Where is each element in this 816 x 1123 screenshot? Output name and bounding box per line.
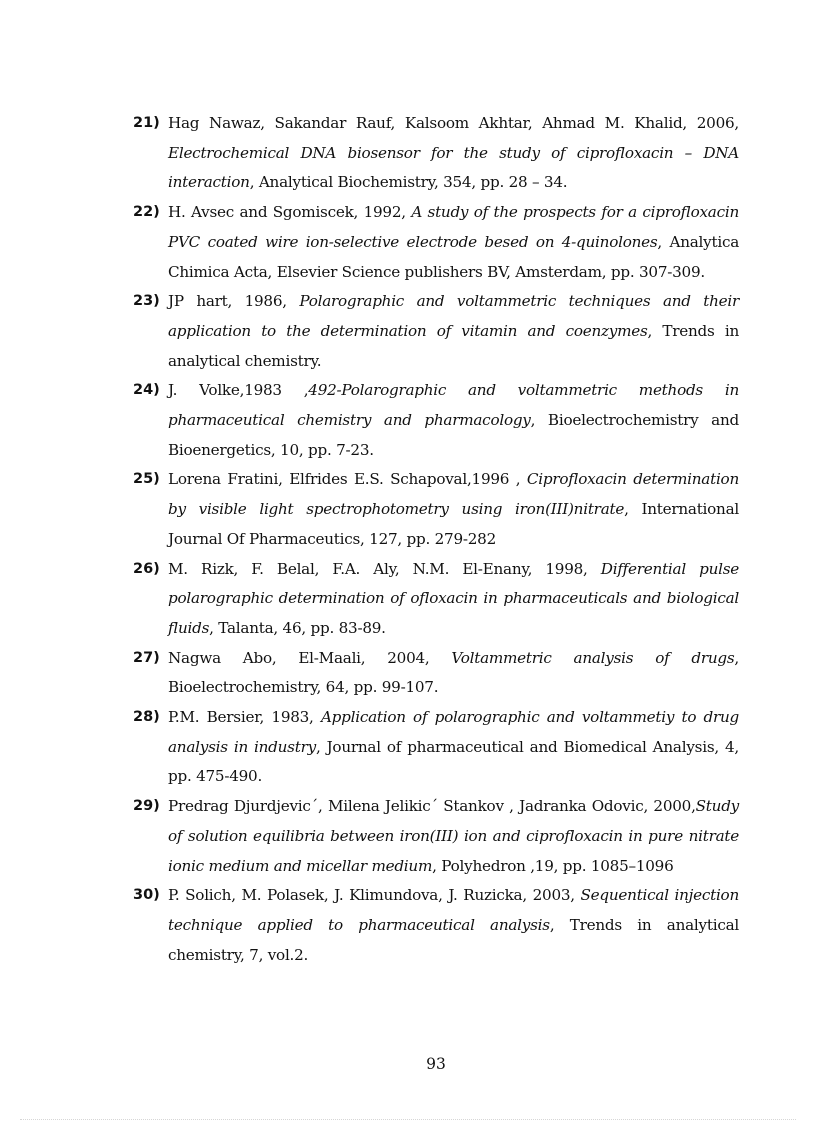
reference-source: , Talanta, 46, pp. 83-89. — [209, 618, 386, 637]
reference-title: Electrochemical DNA biosensor for the study of ciprofloxacin – DNA interaction — [168, 143, 739, 192]
reference-text — [168, 287, 739, 376]
reference-number: 27) — [133, 649, 160, 666]
reference-source: , Trends in analytical chemistry, 7, vol.2. — [168, 915, 739, 964]
reference-source: , Journal of pharmaceutical and Biomedical Analysis, 4, pp. 475-490. — [168, 737, 739, 786]
reference-item — [133, 792, 739, 881]
reference-source: , Polyhedron ,19, pp. 1085–1096 — [432, 856, 674, 875]
reference-number: 23) — [133, 293, 160, 310]
reference-authors: Predrag Djurdjevic´, Milena Jelikic´ Stankov , Jadranka Odovic, 2000, — [168, 797, 696, 816]
reference-item — [133, 644, 739, 703]
reference-text — [168, 198, 739, 287]
reference-text — [168, 644, 739, 703]
reference-item — [133, 198, 739, 287]
reference-authors: H. Avsec and Sgomiscek, 1992, — [168, 203, 412, 222]
reference-source: , Analytical Biochemistry, 354, pp. 28 – 34. — [249, 173, 568, 192]
reference-number: 24) — [133, 382, 160, 399]
reference-title: Sequentical injection technique applied to pharmaceutical analysis — [168, 886, 739, 934]
reference-title: 492-Polarographic and voltammetric methods in pharmaceutical chemistry and pharmacology — [168, 381, 739, 430]
reference-text — [168, 376, 739, 465]
reference-title: Ciprofloxacin determination by visible light spectrophotometry using iron(III)nitrate — [168, 470, 739, 519]
page-number: 93 — [426, 1055, 446, 1073]
reference-text — [168, 555, 739, 644]
reference-item — [133, 287, 739, 376]
reference-title: Differential pulse polarographic determination of ofloxacin in pharmaceuticals and biological fluids — [168, 559, 739, 637]
reference-authors: P.M. Bersier, 1983, — [168, 708, 321, 727]
reference-number: 21) — [133, 115, 160, 131]
reference-number: 29) — [133, 798, 160, 815]
reference-item — [133, 881, 739, 970]
reference-authors: JP hart, 1986, — [168, 292, 300, 311]
reference-authors: P. Solich, M. Polasek, J. Klimundova, J. Ruzicka, 2003, — [168, 886, 581, 905]
reference-source: , Bioelectrochemistry and Bioenergetics, 10, pp. 7-23. — [168, 411, 739, 459]
reference-title: Polarographic and voltammetric techniques and their application to the determination of vitamin and coenzymes — [168, 292, 740, 340]
reference-item — [133, 555, 739, 644]
reference-source: , Analytica Chimica Acta, Elsevier Science publishers BV, Amsterdam, pp. 307-309. — [168, 232, 740, 281]
reference-number: 26) — [133, 560, 160, 577]
reference-number: 28) — [133, 709, 160, 726]
reference-number: 30) — [133, 887, 160, 904]
reference-title: Study of solution equilibria between iron(III) ion and ciprofloxacin in pure nitrate ionic medium and micellar medium — [168, 797, 739, 875]
reference-source: , Bioelectrochemistry, 64, pp. 99-107. — [168, 648, 739, 697]
page-bottom-divider — [20, 1119, 796, 1120]
reference-item — [133, 703, 739, 792]
reference-authors: J. Volke,1983 , — [168, 381, 309, 400]
reference-text — [168, 465, 739, 554]
reference-number: 22) — [133, 204, 160, 221]
reference-title: Voltammetric analysis of drugs — [451, 648, 735, 667]
reference-text — [168, 792, 739, 881]
reference-item — [133, 109, 739, 198]
reference-source: , International Journal Of Pharmaceutics, 127, pp. 279-282 — [168, 500, 740, 548]
reference-item — [133, 376, 739, 465]
reference-item — [133, 465, 739, 554]
reference-authors: Lorena Fratini, Elfrides E.S. Schapoval,1996 , — [168, 470, 527, 489]
reference-list — [133, 109, 739, 970]
reference-authors: M. Rizk, F. Belal, F.A. Aly, N.M. El-Enany, 1998, — [168, 559, 601, 578]
reference-number: 25) — [133, 471, 160, 488]
reference-text — [168, 109, 739, 198]
reference-source: , Trends in analytical chemistry. — [168, 321, 739, 370]
reference-authors: Nagwa Abo, El-Maali, 2004, — [168, 648, 452, 667]
reference-authors: Hag Nawaz, Sakandar Rauf, Kalsoom Akhtar, Ahmad M. Khalid, 2006, — [168, 114, 739, 132]
reference-title: Application of polarographic and voltammetiy to drug analysis in industry — [168, 708, 739, 756]
reference-text — [168, 703, 739, 792]
reference-text — [168, 881, 739, 970]
reference-title: A study of the prospects for a ciprofloxacin PVC coated wire ion-selective electrode besed on 4-quinolones — [168, 203, 739, 251]
